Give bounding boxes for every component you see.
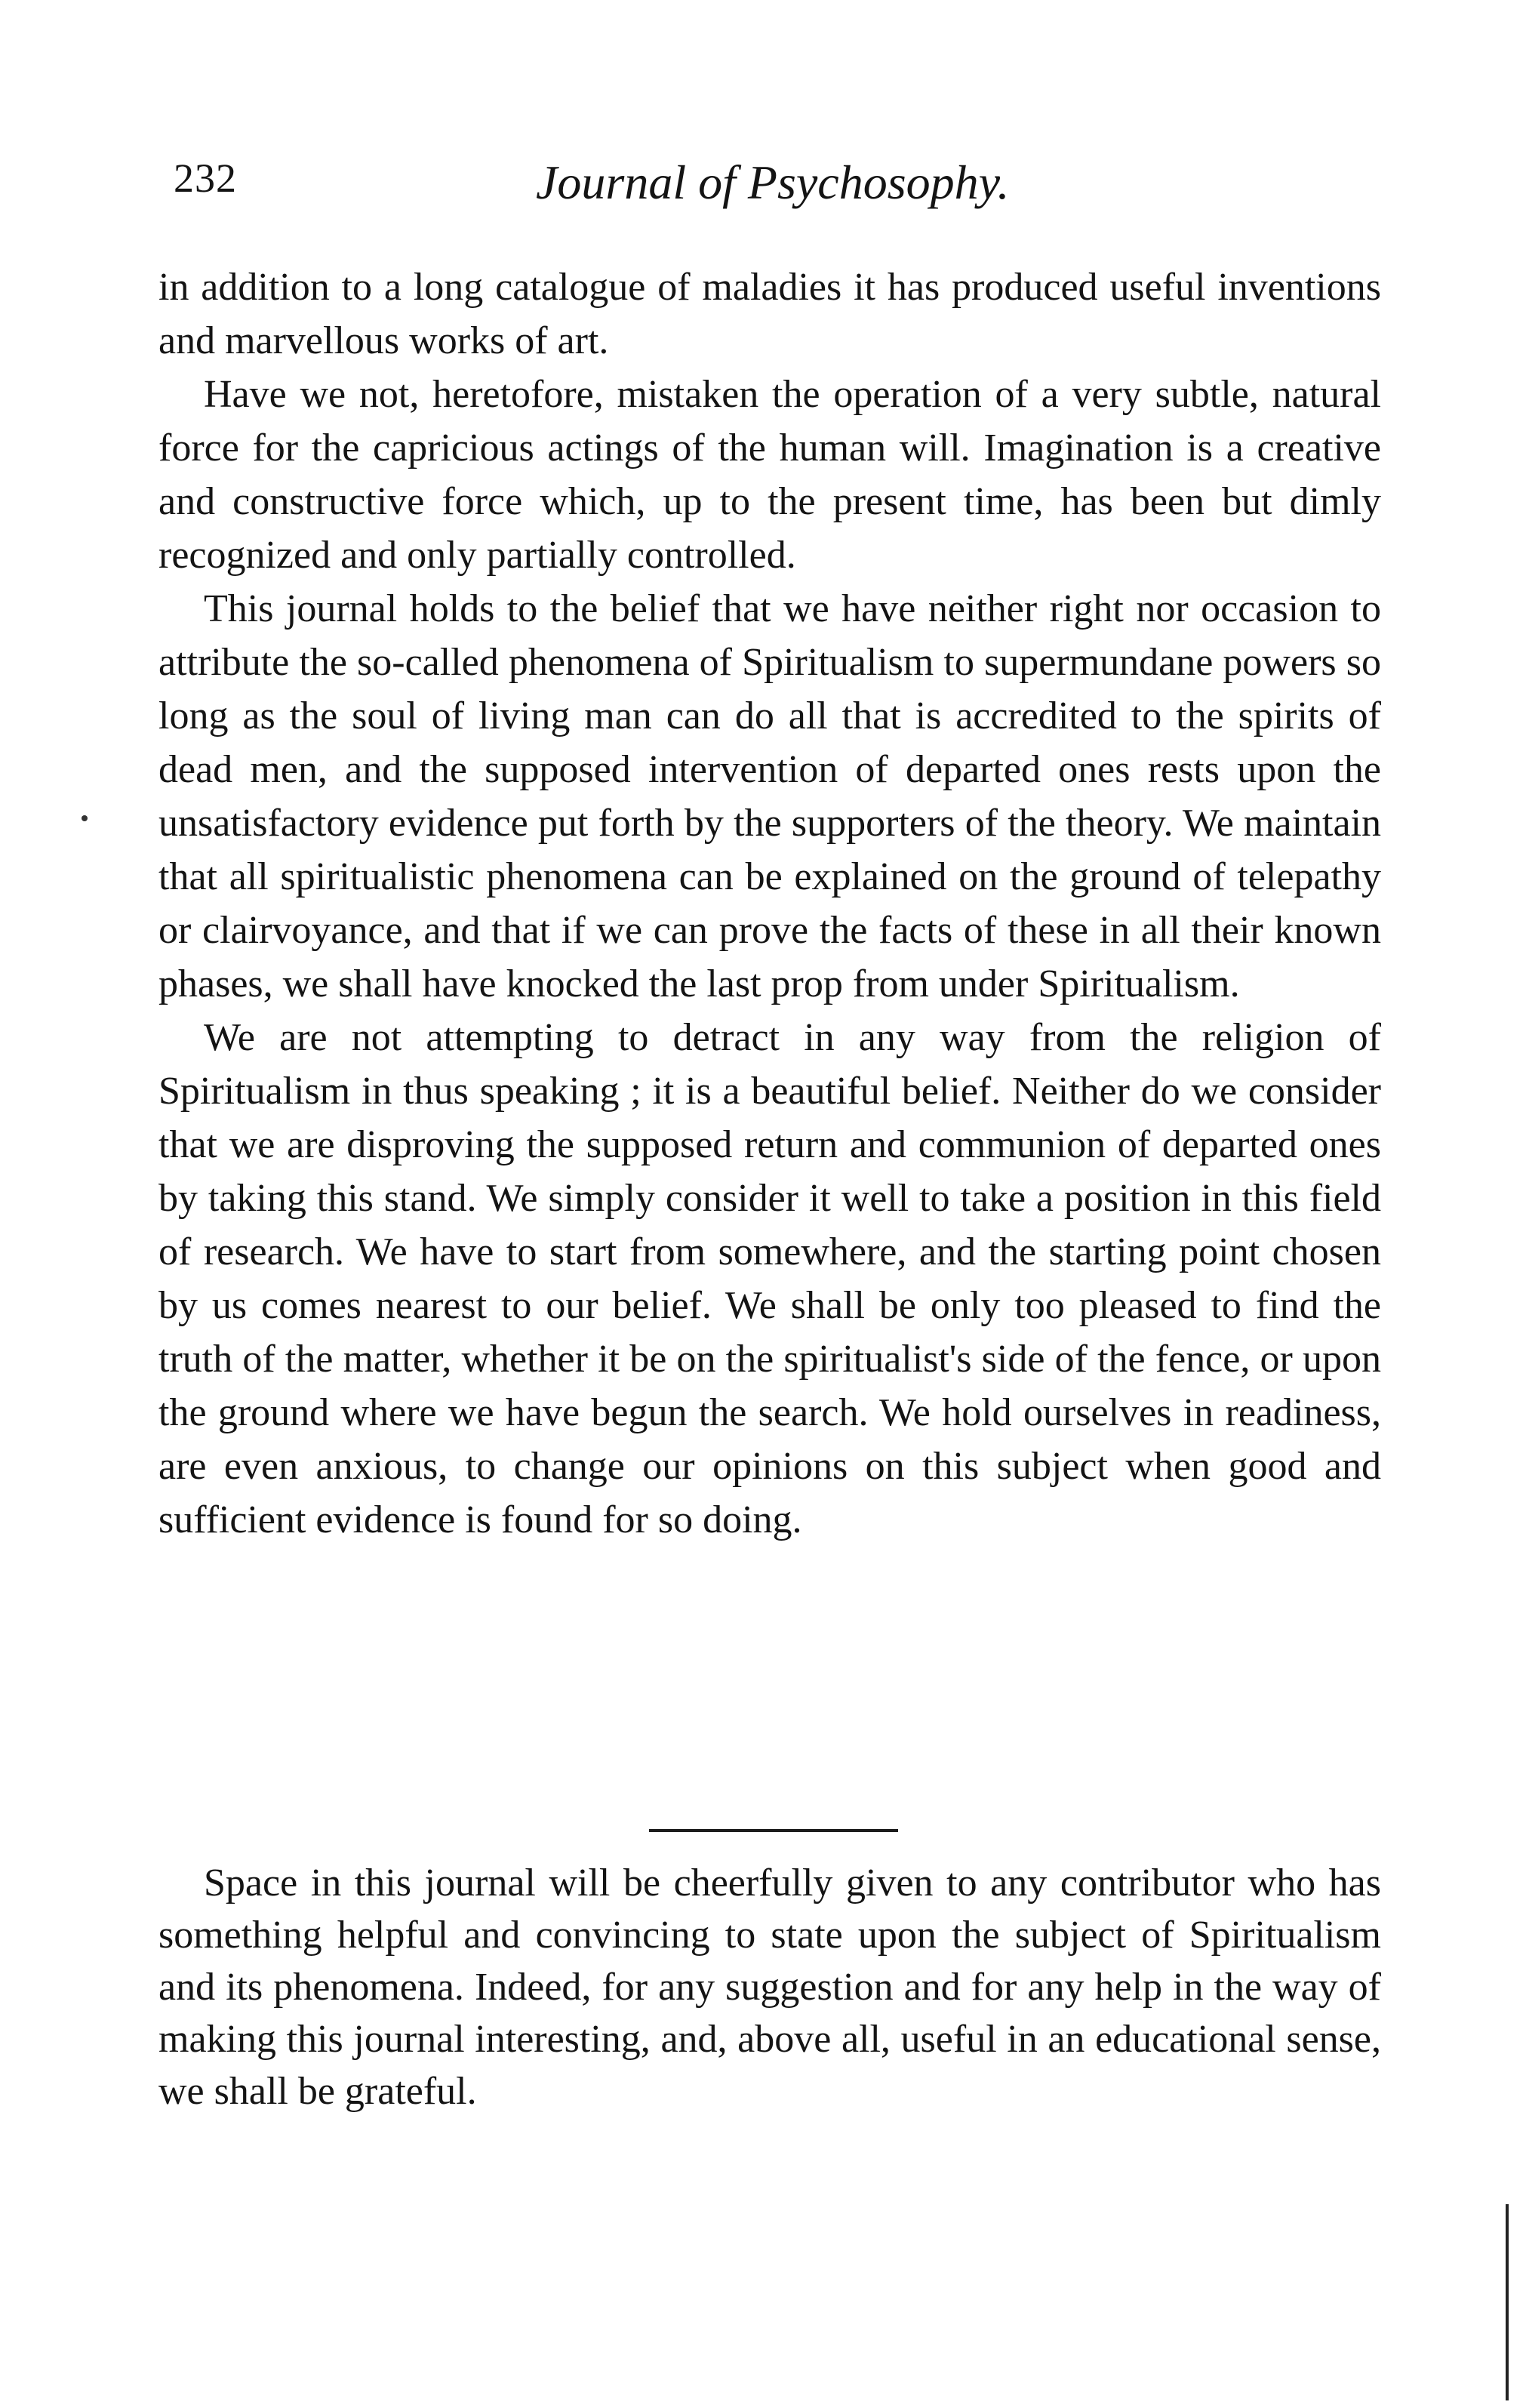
paragraph-journal-belief: This journal holds to the belief that we have neither right nor occasion to attribute the so-called phenomena of Spiritualism to supermundane powers so long as the soul of living man can do all that is accredited to the spirits of dead men, and the supposed intervention of departed ones rests upon the unsatisfactory evidence put forth by the supporters of the theory. We maintain that all spiritualistic phenomena can be explained on the ground of telepathy or clairvoyance, and that if we can prove the facts of these in all their known phases, we shall have knocked the last prop from under Spiritualism.: [158, 587, 1381, 1005]
notice-paragraph: Space in this journal will be cheerfully given to any contributor who has something helpful and convincing to state upon the subject of Spiritualism and its phenomena. Indeed, for any suggestion and for any help in the way of making this journal interesting, and, above all, useful in an educational sense, we shall be grateful.: [158, 1861, 1381, 2113]
page-number: 232: [174, 156, 237, 201]
journal-title: Journal of Psychosophy.: [536, 156, 1010, 209]
paragraph-not-detracting: We are not attempting to detract in any way from the religion of Spiritualism in thus speaking ; it is a beautiful belief. Neither do we consider that we are disproving the supposed return and communion of departed ones by taking this stand. We simply consider it well to take a position in this field of research. We have to start from somewhere, and the starting point chosen by us comes nearest to our belief. We shall be only too pleased to find the truth of the matter, whether it be on the spiritualist's side of the fence, or upon the ground where we have begun the search. We hold ourselves in readiness, are even anxious, to change our opinions on this subject when good and sufficient evidence is found for so doing.: [158, 1016, 1381, 1541]
paragraph-imagination: Have we not, heretofore, mistaken the operation of a very subtle, natural force for the capricious actings of the human will. Imagination is a creative and constructive force which, up to the present time, has been but dimly recognized and only partially controlled.: [158, 373, 1381, 577]
scan-edge-line: [1506, 2204, 1509, 2400]
paragraph-continued: in addition to a long catalogue of maladies it has produced useful inventions and marvellous works of art.: [158, 266, 1381, 362]
section-divider: [649, 1829, 898, 1832]
body-text: [158, 260, 1381, 1547]
stray-ink-mark: [82, 815, 88, 821]
contributor-notice: [158, 1857, 1381, 2117]
running-head: [174, 155, 1381, 223]
